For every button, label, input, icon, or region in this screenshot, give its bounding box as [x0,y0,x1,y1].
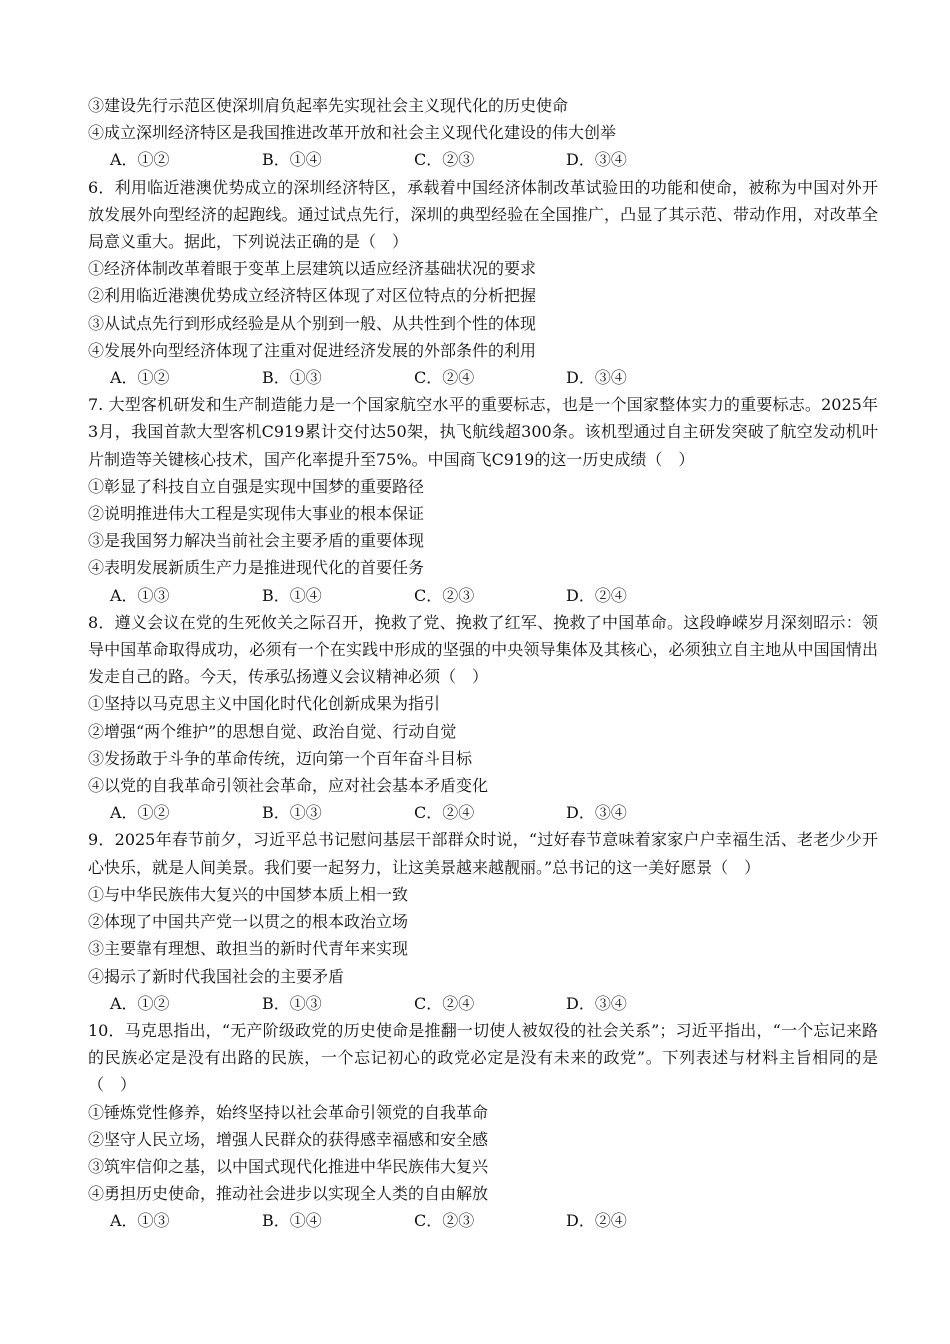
q10-choice-a: A．①③ [110,1211,170,1231]
q9-option-3: ③主要靠有理想、敢担当的新时代青年来实现 [88,939,409,959]
question-7 [88,391,878,609]
q7-choice-c: C．②③ [414,585,475,605]
q8-choice-b: B．①③ [262,803,322,823]
q5-choice-d: D．③④ [566,150,627,170]
q6-choices [88,364,878,391]
q7-option-3: ③是我国努力解决当前社会主要矛盾的重要体现 [88,531,425,551]
q6-choice-b: B．①③ [262,368,322,388]
q10-choice-d: D．②④ [566,1211,627,1231]
q7-choices [88,582,878,609]
q5-choices [88,146,878,173]
q5-option-4: ④成立深圳经济特区是我国推进改革开放和社会主义现代化建设的伟大创举 [88,123,617,143]
q10-option-3: ③筑牢信仰之基，以中国式现代化推进中华民族伟大复兴 [88,1156,489,1176]
q5-choice-c: C．②③ [414,150,475,170]
q10-choice-b: B．①④ [262,1211,322,1231]
question-9 [88,826,878,1016]
q9-choices [88,990,878,1017]
question-8 [88,609,878,827]
q7-option-4: ④表明发展新质生产力是推进现代化的首要任务 [88,558,425,578]
q10-choices [88,1207,878,1234]
q7-option-1: ①彰显了科技自立自强是实现中国梦的重要路径 [88,476,425,496]
q7-choice-d: D．②④ [566,585,627,605]
question-5-continued [88,92,878,174]
q7-option-2: ②说明推进伟大工程是实现伟大事业的根本保证 [88,504,425,524]
q6-stem: 6．利用临近港澳优势成立的深圳经济特区，承载着中国经济体制改革试验田的功能和使命，被称为中国对外开放发展外向型经济的起跑线。通过试点先行，深圳的典型经验在全国推广，凸显了其示范、带动作用，对改革全局意义重大。据此，下列说法正确的是（ ） [88,177,878,252]
q9-choice-d: D．③④ [566,993,627,1013]
q9-option-1: ①与中华民族伟大复兴的中国梦本质上相一致 [88,884,409,904]
q8-option-3: ③发扬敢于斗争的革命传统，迈向第一个百年奋斗目标 [88,748,473,768]
q9-choice-b: B．①③ [262,993,322,1013]
q10-option-1: ①锤炼党性修养，始终坚持以社会革命引领党的自我革命 [88,1102,489,1122]
q5-option-3: ③建设先行示范区使深圳肩负起率先实现社会主义现代化的历史使命 [88,96,569,115]
q6-option-1: ①经济体制改革着眼于变革上层建筑以适应经济基础状况的要求 [88,259,537,279]
exam-page [88,92,878,1235]
q10-option-2: ②坚守人民立场，增强人民群众的获得感幸福感和安全感 [88,1129,489,1149]
q8-option-1: ①坚持以马克思主义中国化时代化创新成果为指引 [88,694,441,714]
q6-choice-d: D．③④ [566,368,627,388]
q5-choice-a: A．①② [110,150,170,170]
q8-choices [88,799,878,826]
q9-option-2: ②体现了中国共产党一以贯之的根本政治立场 [88,912,409,932]
q9-choice-a: A．①② [110,993,170,1013]
q6-option-4: ④发展外向型经济体现了注重对促进经济发展的外部条件的利用 [88,340,537,360]
q8-choice-d: D．③④ [566,803,627,823]
q6-option-3: ③从试点先行到形成经验是从个别到一般、从共性到个性的体现 [88,313,537,333]
q7-choice-b: B．①④ [262,585,322,605]
q8-stem: 8．遵义会议在党的生死攸关之际召开，挽救了党、挽救了红军、挽救了中国革命。这段峥嵘岁月深刻昭示：领导中国革命取得成功，必须有一个在实践中形成的坚强的中央领导集体及其核心，必须独立自主地从中国国情出发走自己的路。今天，传承弘扬遵义会议精神必须（ ） [88,612,878,687]
question-6 [88,174,878,392]
q9-choice-c: C．②④ [414,993,475,1013]
q9-option-4: ④揭示了新时代我国社会的主要矛盾 [88,966,345,986]
q8-option-4: ④以党的自我革命引领社会革命，应对社会基本矛盾变化 [88,776,489,796]
q10-stem: 10．马克思指出，“无产阶级政党的历史使命是推翻一切使人被奴役的社会关系”；习近平指出，“一个忘记来路的民族必定是没有出路的民族，一个忘记初心的政党必定是没有未来的政党”。下列表述与材料主旨相同的是（ ） [88,1020,878,1095]
q6-choice-a: A．①② [110,368,170,388]
q6-choice-c: C．②④ [414,368,475,388]
q8-option-2: ②增强“两个维护”的思想自觉、政治自觉、行动自觉 [88,721,457,741]
q8-choice-c: C．②④ [414,803,475,823]
q7-choice-a: A．①③ [110,585,170,605]
q5-choice-b: B．①④ [262,150,322,170]
q8-choice-a: A．①② [110,803,170,823]
q6-option-2: ②利用临近港澳优势成立经济特区体现了对区位特点的分析把握 [88,286,537,306]
question-10 [88,1017,878,1235]
q10-option-4: ④勇担历史使命，推动社会进步以实现全人类的自由解放 [88,1184,489,1204]
q10-choice-c: C．②③ [414,1211,475,1231]
q7-stem: 7. 大型客机研发和生产制造能力是一个国家航空水平的重要标志，也是一个国家整体实力的重要标志。2025年3月，我国首款大型客机C919累计交付达50架，执飞航线超300条。该机型通过自主研发突破了航空发动机叶片制造等关键核心技术，国产化率提升至75%。中国商飞C919的这一历史成绩（ ） [88,395,878,469]
q9-stem: 9．2025年春节前夕，习近平总书记慰问基层干部群众时说，“过好春节意味着家家户户幸福生活、老老少少开心快乐，就是人间美景。我们要一起努力，让这美景越来越靓丽。”总书记的这一美好愿景（ ） [88,830,878,877]
